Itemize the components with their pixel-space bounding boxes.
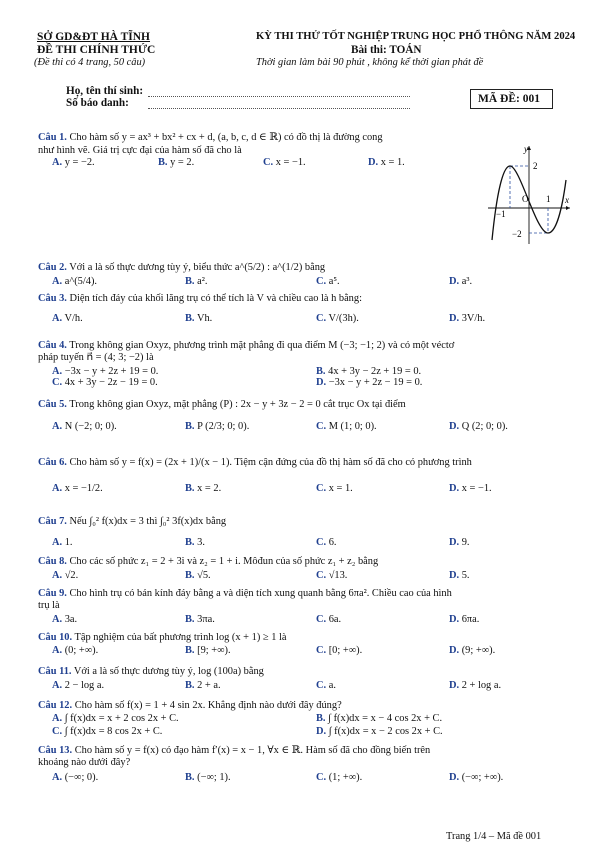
cubic-graph (484, 140, 574, 250)
q11-option-b[interactable]: B. 2 + a. (185, 680, 221, 691)
student-name-label: Họ, tên thí sinh: (66, 85, 144, 97)
q1-option-a[interactable]: A. y = −2. (52, 157, 95, 168)
question-10: Câu 10. Tập nghiệm của bất phương trình log (x + 1) ≥ 1 là (38, 632, 287, 643)
q10-option-d[interactable]: D. (9; +∞). (449, 645, 496, 656)
x-axis-arrow (566, 206, 570, 210)
q4-option-b[interactable]: B. 4x + 3y − 2z + 19 = 0. (316, 366, 422, 377)
question-text: Cho hàm số y = ax³ + bx² + cx + d, (a, b, c, d ∈ ℝ) có đồ thị là đường cong (69, 132, 383, 143)
tick-one: 1 (546, 194, 551, 204)
q8-option-b[interactable]: B. √5. (185, 570, 211, 581)
q1-option-b[interactable]: B. y = 2. (158, 157, 195, 168)
q11-option-d[interactable]: D. 2 + log a. (449, 680, 502, 691)
q10-option-c[interactable]: C. [0; +∞). (316, 645, 363, 656)
q9-option-c[interactable]: C. 6a. (316, 614, 342, 625)
student-id-label: Số báo danh: (66, 97, 129, 109)
q7-option-a[interactable]: A. 1. (52, 537, 73, 548)
q4-option-a[interactable]: A. −3x − y + 2z + 19 = 0. (52, 366, 159, 377)
question-13-line2: khoảng nào dưới đây? (38, 757, 131, 768)
question-8: Câu 8. Cho các số phức z₁ = 2 + 3i và z₂ = 1 + i. Môđun của số phức z₁ + z₂ bằng (38, 556, 379, 567)
student-id-field[interactable] (148, 108, 410, 109)
q12-option-c[interactable]: C. ∫ f(x)dx = 8 cos 2x + C. (52, 726, 163, 737)
q5-option-a[interactable]: A. N (−2; 0; 0). (52, 421, 117, 432)
q4-option-d[interactable]: D. −3x − y + 2z − 19 = 0. (316, 377, 423, 388)
q3-option-b[interactable]: B. Vh. (185, 313, 213, 324)
q13-option-b[interactable]: B. (−∞; 1). (185, 772, 231, 783)
q11-option-a[interactable]: A. 2 − log a. (52, 680, 105, 691)
q6-option-b[interactable]: B. x = 2. (185, 483, 222, 494)
student-name-field[interactable] (148, 96, 410, 97)
q12-option-a[interactable]: A. ∫ f(x)dx = x + 2 cos 2x + C. (52, 713, 179, 724)
exam-code: MÃ ĐỀ: 001 (478, 93, 540, 105)
exam-title: KỲ THI THỬ TỐT NGHIỆP TRUNG HỌC PHỔ THÔNG NĂM 2024 (256, 31, 576, 42)
q2-option-c[interactable]: C. a⁵. (316, 276, 340, 287)
q6-option-c[interactable]: C. x = 1. (316, 483, 353, 494)
origin-label: O (522, 194, 529, 204)
q8-option-a[interactable]: A. √2. (52, 570, 79, 581)
q4-option-c[interactable]: C. 4x + 3y − 2z − 19 = 0. (52, 377, 158, 388)
department-name: SỞ GD&ĐT HÀ TĨNH (37, 31, 151, 43)
q3-option-c[interactable]: C. V/(3h). (316, 313, 359, 324)
q12-option-d[interactable]: D. ∫ f(x)dx = x − 2 cos 2x + C. (316, 726, 443, 737)
q9-option-b[interactable]: B. 3πa. (185, 614, 215, 625)
question-3: Câu 3. Diện tích đáy của khối lăng trụ có thể tích là V và chiều cao là h bằng: (38, 293, 362, 304)
question-9-line2: trụ là (38, 600, 60, 611)
q2-option-a[interactable]: A. a^(5/4). (52, 276, 98, 287)
exam-code-box (470, 89, 553, 109)
question-13: Câu 13. Cho hàm số y = f(x) có đạo hàm f′(x) = x − 1, ∀x ∈ ℝ. Hàm số đã cho đồng biến trên (38, 745, 431, 756)
question-text-cont: như hình vẽ. Giá trị cực đại của hàm số đã cho là (38, 145, 242, 156)
q1-option-d[interactable]: D. x = 1. (368, 157, 405, 168)
q5-option-b[interactable]: B. P (2/3; 0; 0). (185, 421, 250, 432)
q10-option-a[interactable]: A. (0; +∞). (52, 645, 99, 656)
x-axis-label: x (565, 195, 569, 205)
q7-option-b[interactable]: B. 3. (185, 537, 205, 548)
q7-option-d[interactable]: D. 9. (449, 537, 470, 548)
official-exam-label: ĐỀ THI CHÍNH THỨC (37, 44, 156, 56)
q5-option-d[interactable]: D. Q (2; 0; 0). (449, 421, 508, 432)
question-7: Câu 7. Nếu ∫₀² f(x)dx = 3 thì ∫₀² 3f(x)dx bằng (38, 516, 227, 527)
q3-option-d[interactable]: D. 3V/h. (449, 313, 486, 324)
q2-option-b[interactable]: B. a². (185, 276, 208, 287)
question-12: Câu 12. Cho hàm số f(x) = 1 + 4 sin 2x. Khẳng định nào dưới đây đúng? (38, 700, 342, 711)
q13-option-c[interactable]: C. (1; +∞). (316, 772, 363, 783)
question-2: Câu 2. Với a là số thực dương tùy ý, biểu thức a^(5/2) : a^(1/2) bằng (38, 262, 326, 273)
q13-option-a[interactable]: A. (−∞; 0). (52, 772, 99, 783)
subject: Bài thi: TOÁN (351, 44, 422, 56)
q1-option-c[interactable]: C. x = −1. (263, 157, 306, 168)
q6-option-a[interactable]: A. x = −1/2. (52, 483, 103, 494)
question-label: Câu 1. (38, 132, 67, 143)
q5-option-c[interactable]: C. M (1; 0; 0). (316, 421, 377, 432)
pages-note: (Đề thi có 4 trang, 50 câu) (34, 57, 146, 68)
tick-two: 2 (533, 161, 538, 171)
question-4: Câu 4. Trong không gian Oxyz, phương trình mặt phẳng đi qua điểm M (−3; −1; 2) và có một véctơ (38, 340, 455, 351)
question-5: Câu 5. Trong không gian Oxyz, mặt phẳng (P) : 2x − y + 3z − 2 = 0 cắt trục Ox tại điểm (38, 399, 406, 410)
q8-option-c[interactable]: C. √13. (316, 570, 348, 581)
q11-option-c[interactable]: C. a. (316, 680, 336, 691)
tick-neg-two: −2 (512, 229, 522, 239)
q12-option-b[interactable]: B. ∫ f(x)dx = x − 4 cos 2x + C. (316, 713, 443, 724)
q10-option-b[interactable]: B. [9; +∞). (185, 645, 231, 656)
q2-option-d[interactable]: D. a³. (449, 276, 473, 287)
exam-time: Thời gian làm bài 90 phút , không kể thời gian phát đề (256, 57, 484, 68)
y-axis-label: y (524, 144, 528, 154)
q6-option-d[interactable]: D. x = −1. (449, 483, 492, 494)
tick-neg-one: −1 (496, 209, 506, 219)
question-11: Câu 11. Với a là số thực dương tùy ý, log (100a) bằng (38, 666, 264, 677)
question-9: Câu 9. Cho hình trụ có bán kính đáy bằng a và diện tích xung quanh bằng 6πa². Chiều cao của hình (38, 588, 452, 599)
question-6: Câu 6. Cho hàm số y = f(x) = (2x + 1)/(x − 1). Tiệm cận đứng của đồ thị hàm số đã cho có phương trình (38, 457, 472, 468)
q3-option-a[interactable]: A. V/h. (52, 313, 83, 324)
q9-option-d[interactable]: D. 6πa. (449, 614, 480, 625)
question-4-line2: pháp tuyến n⃗ = (4; 3; −2) là (38, 352, 154, 363)
q9-option-a[interactable]: A. 3a. (52, 614, 78, 625)
page-footer: Trang 1/4 – Mã đề 001 (446, 831, 542, 842)
q7-option-c[interactable]: C. 6. (316, 537, 337, 548)
q13-option-d[interactable]: D. (−∞; +∞). (449, 772, 504, 783)
q8-option-d[interactable]: D. 5. (449, 570, 470, 581)
